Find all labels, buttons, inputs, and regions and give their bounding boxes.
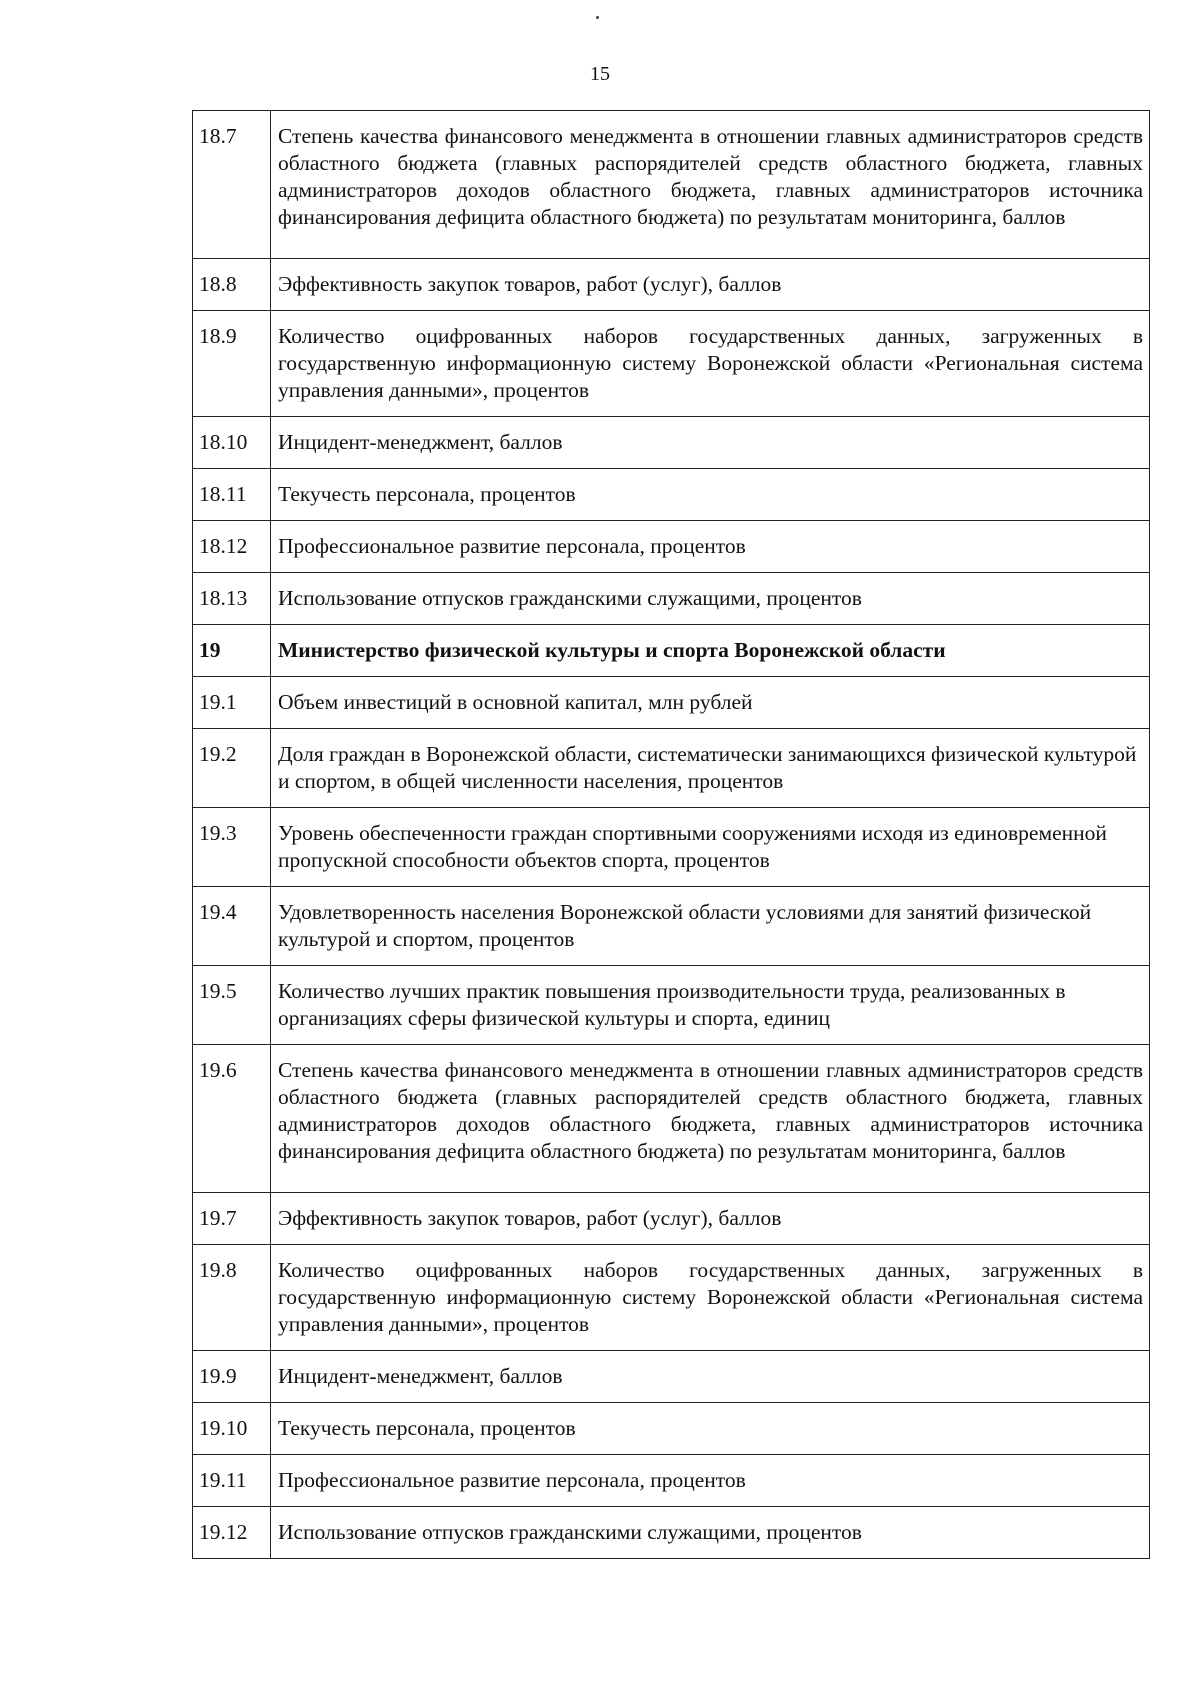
scan-speck [596,16,599,19]
indicator-text: Инцидент-менеджмент, баллов [271,1351,1150,1403]
row-number: 19.5 [193,966,271,1045]
table-row [193,1507,1150,1559]
table-row [193,1193,1150,1245]
row-number: 18.10 [193,417,271,469]
table-row [193,1245,1150,1351]
indicators-table-body [193,111,1150,1559]
table-row [193,111,1150,259]
indicator-text: Степень качества финансового менеджмента в отношении главных администраторов средств областного бюджета (главных распорядителей средств областного бюджета, главных администраторов доходов областного бюджета, главных администраторов источника финансирования дефицита областного бюджета) по результатам мониторинга, баллов [271,1045,1150,1193]
table-row [193,417,1150,469]
section-row [193,625,1150,677]
table-row [193,1045,1150,1193]
indicator-text: Инцидент-менеджмент, баллов [271,417,1150,469]
table-row [193,677,1150,729]
row-number: 19 [193,625,271,677]
indicator-text: Эффективность закупок товаров, работ (услуг), баллов [271,259,1150,311]
indicator-text: Объем инвестиций в основной капитал, млн рублей [271,677,1150,729]
indicator-text: Количество лучших практик повышения производительности труда, реализованных в организациях сферы физической культуры и спорта, единиц [271,966,1150,1045]
indicator-text: Использование отпусков гражданскими служащими, процентов [271,1507,1150,1559]
row-number: 19.12 [193,1507,271,1559]
row-number: 19.10 [193,1403,271,1455]
indicator-text: Степень качества финансового менеджмента в отношении главных администраторов средств областного бюджета (главных распорядителей средств областного бюджета, главных администраторов доходов областного бюджета, главных администраторов источника финансирования дефицита областного бюджета) по результатам мониторинга, баллов [271,111,1150,259]
row-number: 19.8 [193,1245,271,1351]
indicator-text: Уровень обеспеченности граждан спортивными сооружениями исходя из единовременной пропускной способности объектов спорта, процентов [271,808,1150,887]
page-number: 15 [590,63,610,85]
table-row [193,259,1150,311]
row-number: 19.4 [193,887,271,966]
row-number: 19.7 [193,1193,271,1245]
table-row [193,966,1150,1045]
table-row [193,311,1150,417]
indicator-text: Профессиональное развитие персонала, процентов [271,1455,1150,1507]
table-row [193,1403,1150,1455]
table-row [193,469,1150,521]
row-number: 18.7 [193,111,271,259]
row-number: 18.12 [193,521,271,573]
row-number: 18.13 [193,573,271,625]
table-row [193,729,1150,808]
indicator-text: Текучесть персонала, процентов [271,1403,1150,1455]
indicator-text: Доля граждан в Воронежской области, систематически занимающихся физической культурой и спортом, в общей численности населения, процентов [271,729,1150,808]
row-number: 19.1 [193,677,271,729]
table-row [193,573,1150,625]
table-row [193,887,1150,966]
row-number: 19.2 [193,729,271,808]
indicator-text: Эффективность закупок товаров, работ (услуг), баллов [271,1193,1150,1245]
row-number: 19.3 [193,808,271,887]
row-number: 19.9 [193,1351,271,1403]
row-number: 18.11 [193,469,271,521]
row-number: 18.9 [193,311,271,417]
table-row [193,1455,1150,1507]
indicator-text: Министерство физической культуры и спорта Воронежской области [271,625,1150,677]
row-number: 18.8 [193,259,271,311]
row-number: 19.11 [193,1455,271,1507]
indicator-text: Количество оцифрованных наборов государственных данных, загруженных в государственную информационную систему Воронежской области «Региональная система управления данными», процентов [271,1245,1150,1351]
table-row [193,521,1150,573]
indicators-table [192,110,1150,1559]
indicator-text: Профессиональное развитие персонала, процентов [271,521,1150,573]
table-row [193,808,1150,887]
table-row [193,1351,1150,1403]
indicator-text: Использование отпусков гражданскими служащими, процентов [271,573,1150,625]
indicator-text: Удовлетворенность населения Воронежской области условиями для занятий физической культурой и спортом, процентов [271,887,1150,966]
indicator-text: Количество оцифрованных наборов государственных данных, загруженных в государственную информационную систему Воронежской области «Региональная система управления данными», процентов [271,311,1150,417]
row-number: 19.6 [193,1045,271,1193]
indicator-text: Текучесть персонала, процентов [271,469,1150,521]
